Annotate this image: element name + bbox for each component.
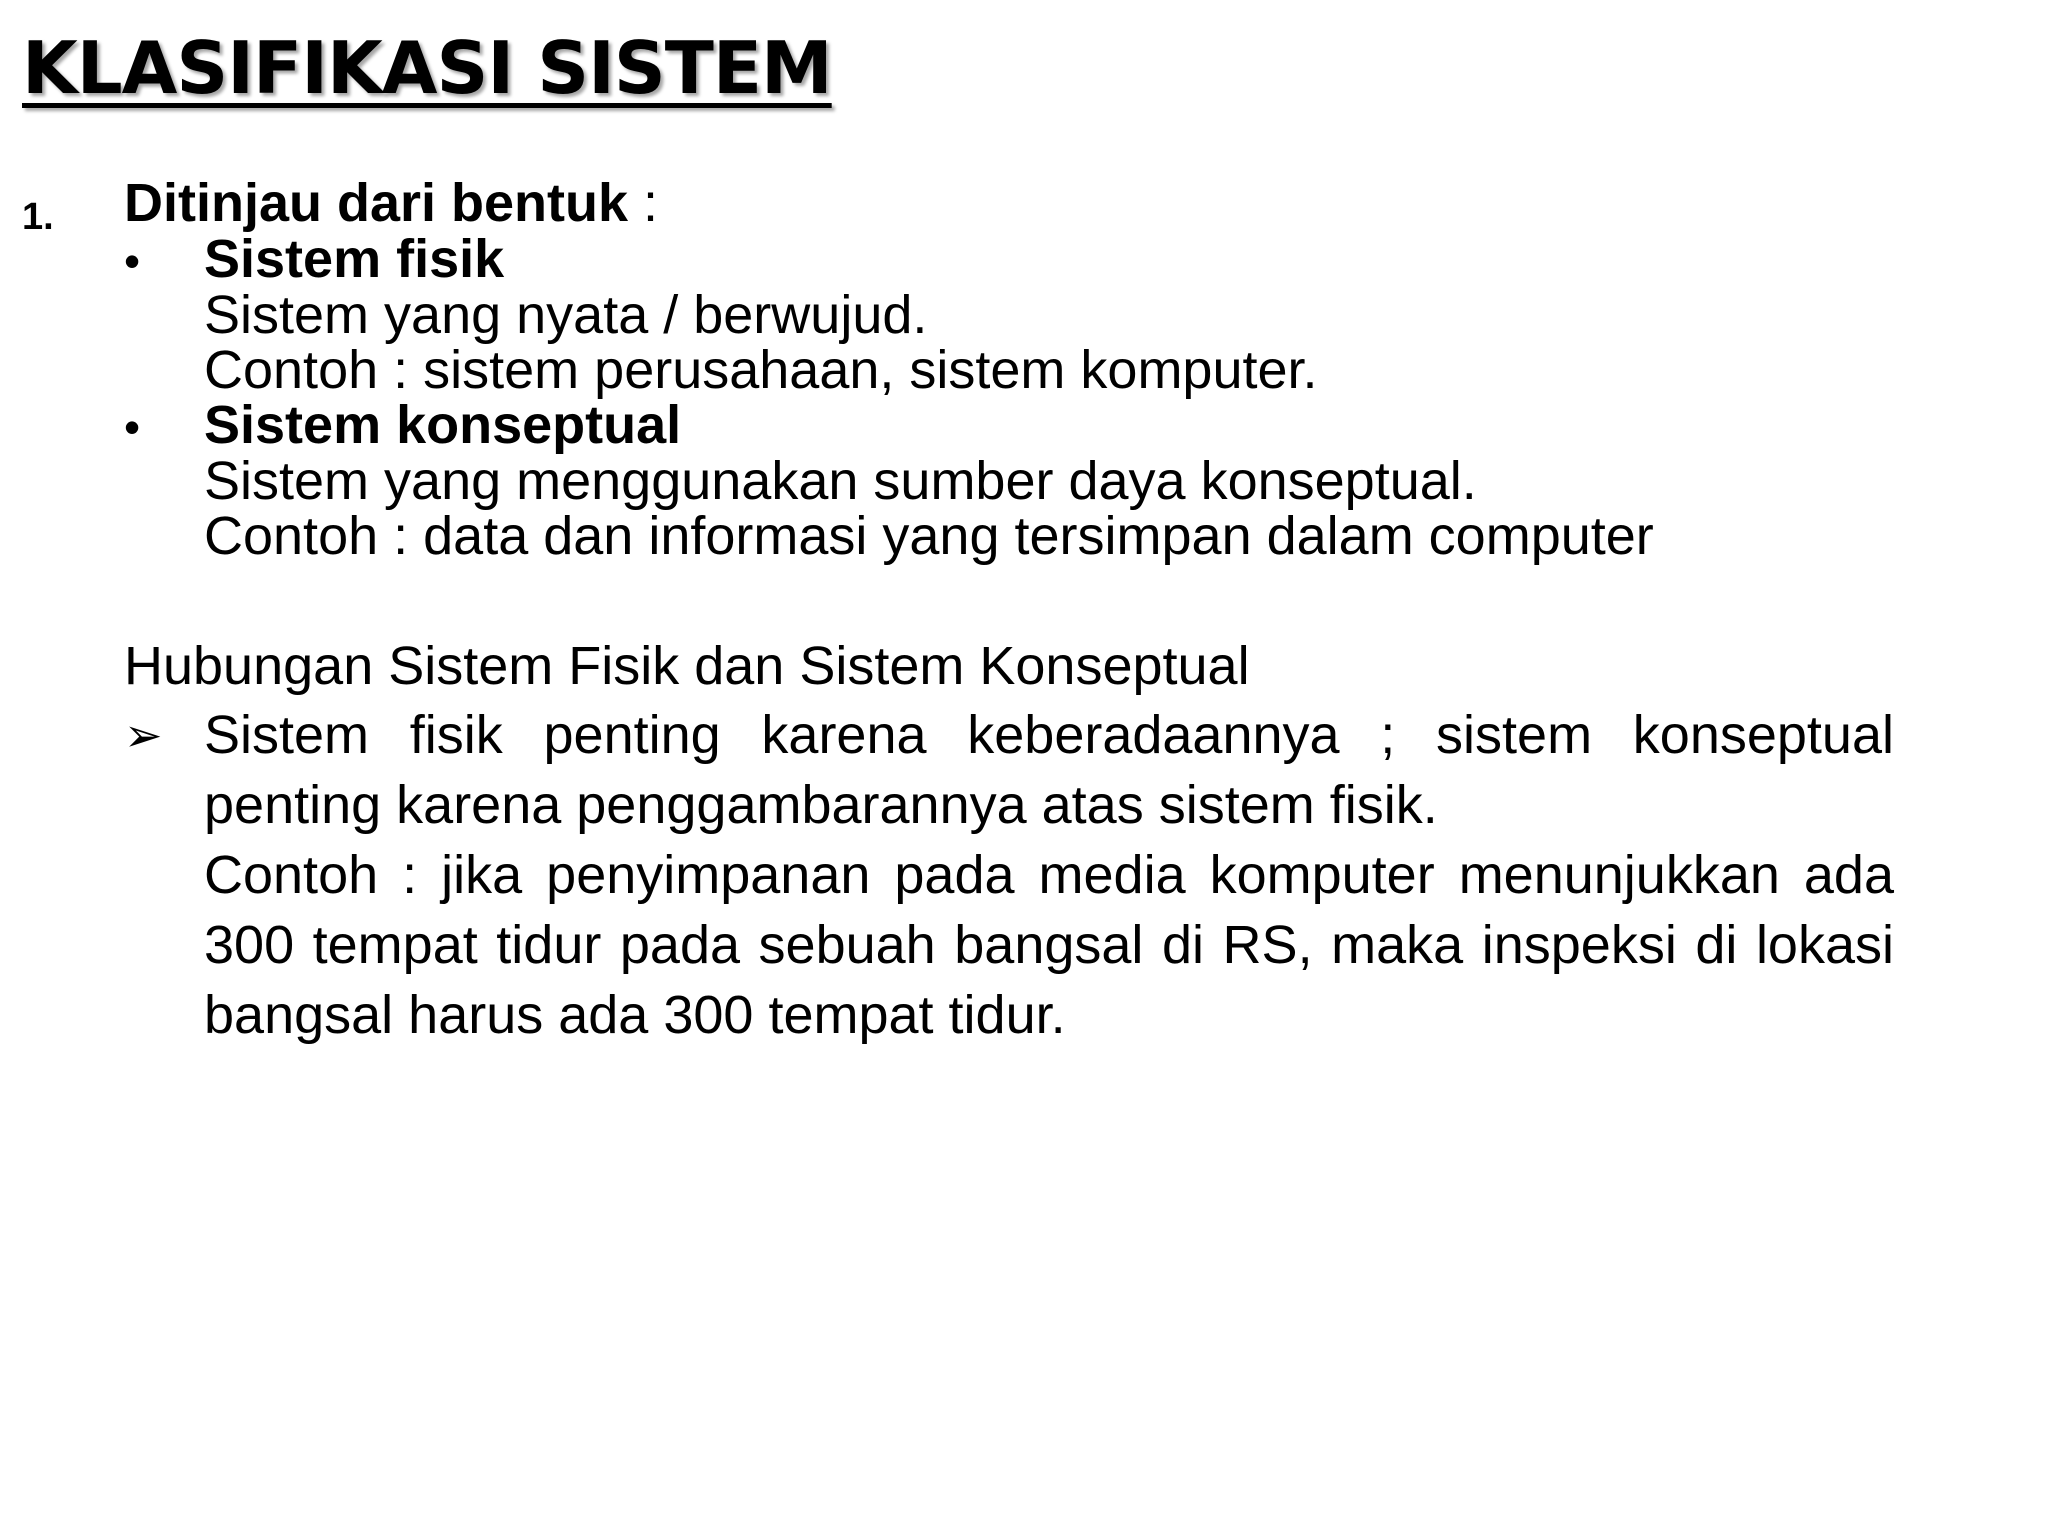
- bullet-icon: •: [124, 235, 141, 287]
- section-heading: [124, 175, 658, 231]
- relation-heading: Hubungan Sistem Fisik dan Sistem Konseptual: [124, 636, 1250, 696]
- section-heading-colon: :: [628, 173, 659, 233]
- relation-example: Contoh : jika penyimpanan pada media komputer menunjukkan ada 300 tempat tidur pada sebuah bangsal di RS, maka inspeksi di lokasi bangsal harus ada 300 tempat tidur.: [204, 845, 1894, 1045]
- arrow-bullet-icon: ➢: [124, 709, 163, 761]
- section-heading-text: Ditinjau dari bentuk: [124, 173, 629, 233]
- list-number: 1.: [22, 196, 54, 238]
- item-label-conceptual: Sistem konseptual: [204, 395, 682, 455]
- item-description-conceptual: Sistem yang menggunakan sumber daya konseptual.: [204, 451, 1477, 511]
- item-description-physical: Sistem yang nyata / berwujud.: [204, 285, 928, 345]
- item-example-conceptual: Contoh : data dan informasi yang tersimpan dalam computer: [204, 506, 1654, 566]
- bullet-icon: •: [124, 401, 141, 453]
- item-label-physical: Sistem fisik: [204, 229, 505, 289]
- slide-title: KLASIFIKASI SISTEM: [22, 26, 832, 110]
- item-example-physical: Contoh : sistem perusahaan, sistem komputer.: [204, 340, 1318, 400]
- relation-point: Sistem fisik penting karena keberadaannya ; sistem konseptual penting karena penggambarannya atas sistem fisik.: [204, 705, 1894, 835]
